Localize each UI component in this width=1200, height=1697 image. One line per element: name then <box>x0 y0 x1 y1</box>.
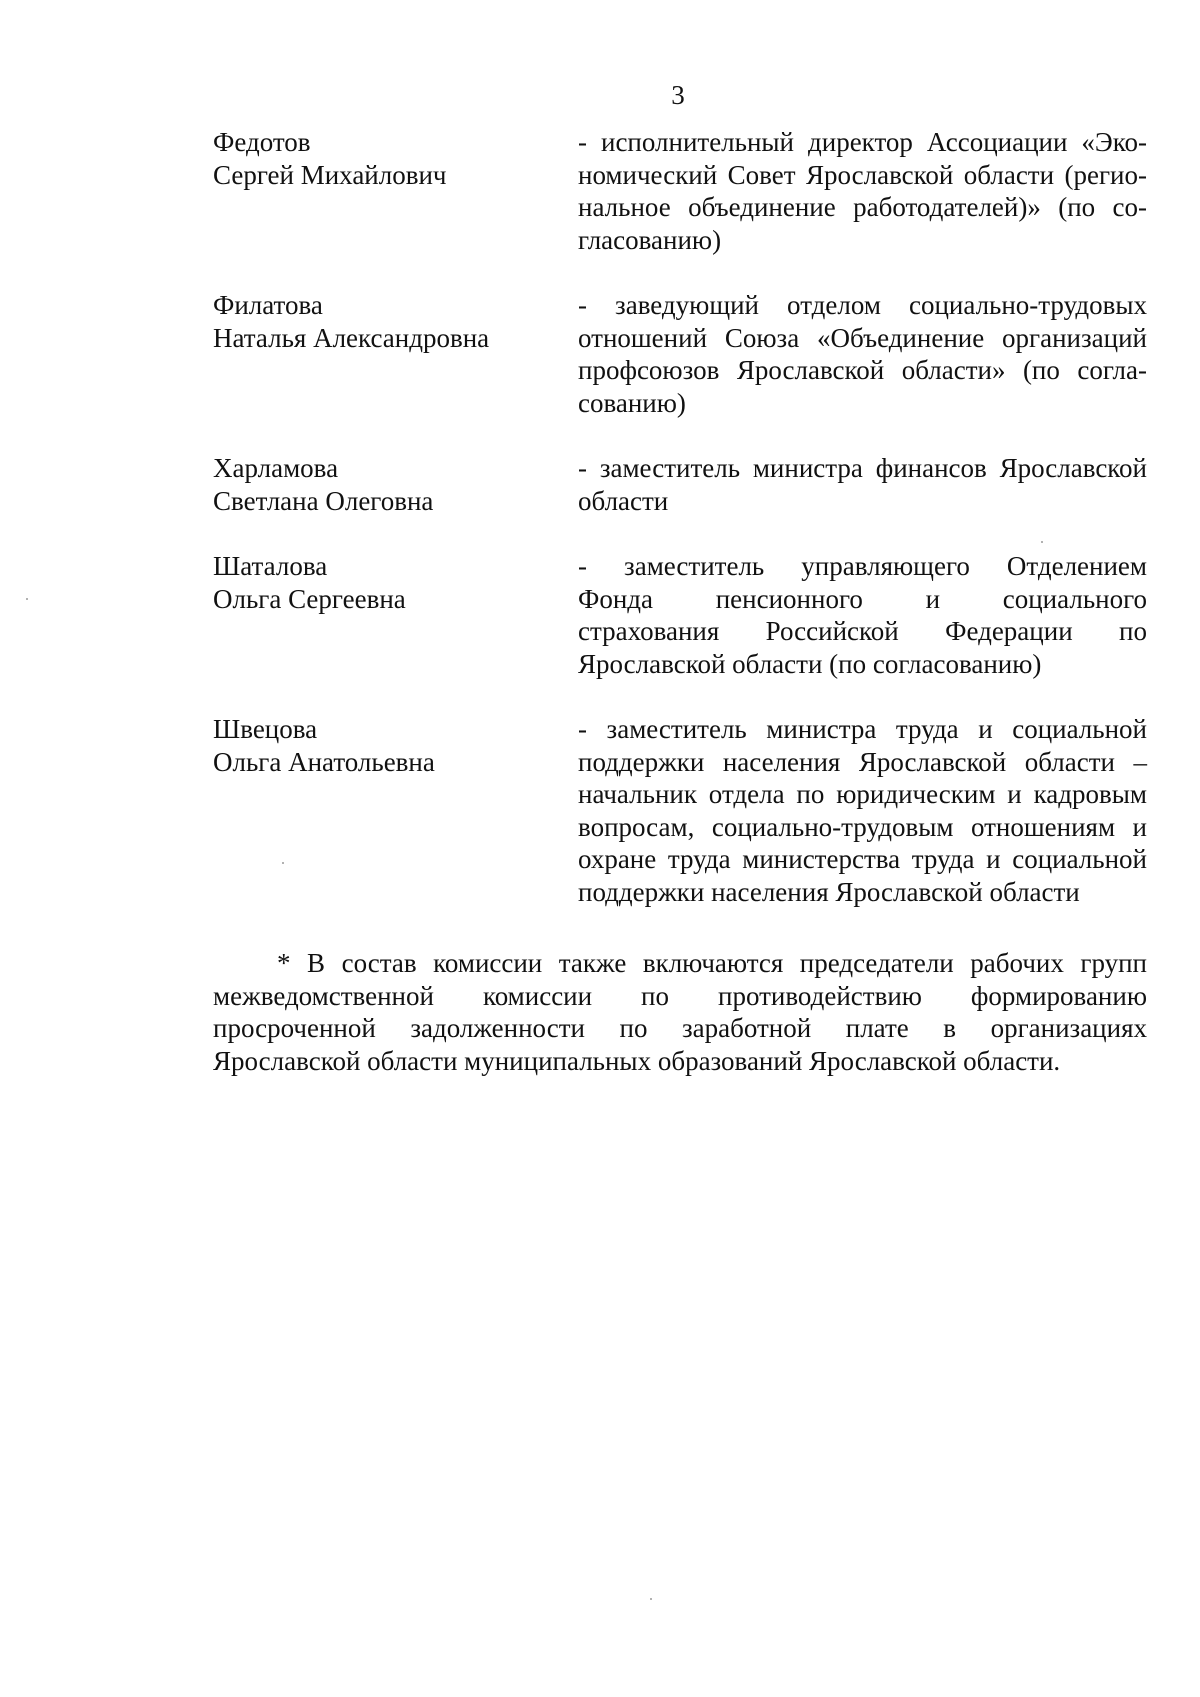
member-given-names: Сергей Михайлович <box>213 159 447 190</box>
scan-speck <box>26 598 28 600</box>
member-position <box>578 289 1147 419</box>
scan-speck <box>650 1598 652 1600</box>
member-name <box>213 713 578 908</box>
position-line: сованию) <box>578 387 686 418</box>
position-line: профсоюзов Ярославской области» (по согла- <box>578 355 1147 385</box>
member-given-names: Ольга Анатольевна <box>213 746 435 777</box>
member-surname: Филатова <box>213 290 323 320</box>
member-position <box>578 452 1147 517</box>
position-line: поддержки населения Ярославской области <box>578 876 1080 907</box>
member-surname: Федотов <box>213 127 311 157</box>
position-line: отношений Союза «Объединение организаций <box>578 322 1147 353</box>
member-entry <box>213 289 1147 419</box>
position-line: вопросам, социально-трудовым отношениям и <box>578 811 1147 842</box>
position-line: начальник отдела по юридическим и кадровым <box>578 779 1147 809</box>
footnote-line: * В состав комиссии также включаются председатели рабочих групп <box>277 948 1147 978</box>
position-line: нальное объединение работодателей)» (по со- <box>578 192 1147 222</box>
member-surname: Швецова <box>213 714 318 744</box>
member-name <box>213 550 578 680</box>
page-number: 3 <box>671 80 685 110</box>
position-line: - заместитель управляющего Отделением <box>578 551 1147 581</box>
member-position <box>578 713 1147 908</box>
position-line: Фонда пенсионного и социального <box>578 583 1147 614</box>
position-line: области <box>578 485 669 516</box>
member-entry <box>213 713 1147 908</box>
member-entry <box>213 550 1147 680</box>
position-line: гласованию) <box>578 224 722 255</box>
member-name <box>213 126 578 256</box>
member-surname: Харламова <box>213 453 339 483</box>
member-name <box>213 289 578 419</box>
scan-speck <box>1041 541 1043 543</box>
position-line: - исполнительный директор Ассоциации «Эко- <box>578 127 1147 157</box>
position-line: Ярославской области (по согласованию) <box>578 648 1042 679</box>
position-line: страхования Российской Федерации по <box>578 616 1147 646</box>
member-given-names: Светлана Олеговна <box>213 485 434 516</box>
footnote-line: межведомственной комиссии по противодействию формированию <box>213 980 1147 1011</box>
position-line: охране труда министерства труда и социальной <box>578 844 1147 874</box>
member-entry <box>213 126 1147 256</box>
member-surname: Шаталова <box>213 551 328 581</box>
position-line: номический Совет Ярославской области (регио- <box>578 159 1147 190</box>
member-given-names: Наталья Александровна <box>213 322 490 353</box>
member-position <box>578 126 1147 256</box>
position-line: - заместитель министра труда и социальной <box>578 714 1147 744</box>
position-line: - заместитель министра финансов Ярославской <box>578 453 1147 483</box>
position-line: - заведующий отделом социально-трудовых <box>578 290 1147 320</box>
member-given-names: Ольга Сергеевна <box>213 583 406 614</box>
member-entry <box>213 452 1147 517</box>
member-name <box>213 452 578 517</box>
commission-member-list <box>213 126 1147 908</box>
footnote-line: Ярославской области муниципальных образований Ярославской области. <box>213 1045 1061 1076</box>
member-position <box>578 550 1147 680</box>
position-line: поддержки населения Ярославской области – <box>578 746 1147 777</box>
scan-speck <box>282 862 284 864</box>
footnote-line: просроченной задолженности по заработной плате в организациях <box>213 1013 1147 1043</box>
footnote <box>213 947 1147 1077</box>
